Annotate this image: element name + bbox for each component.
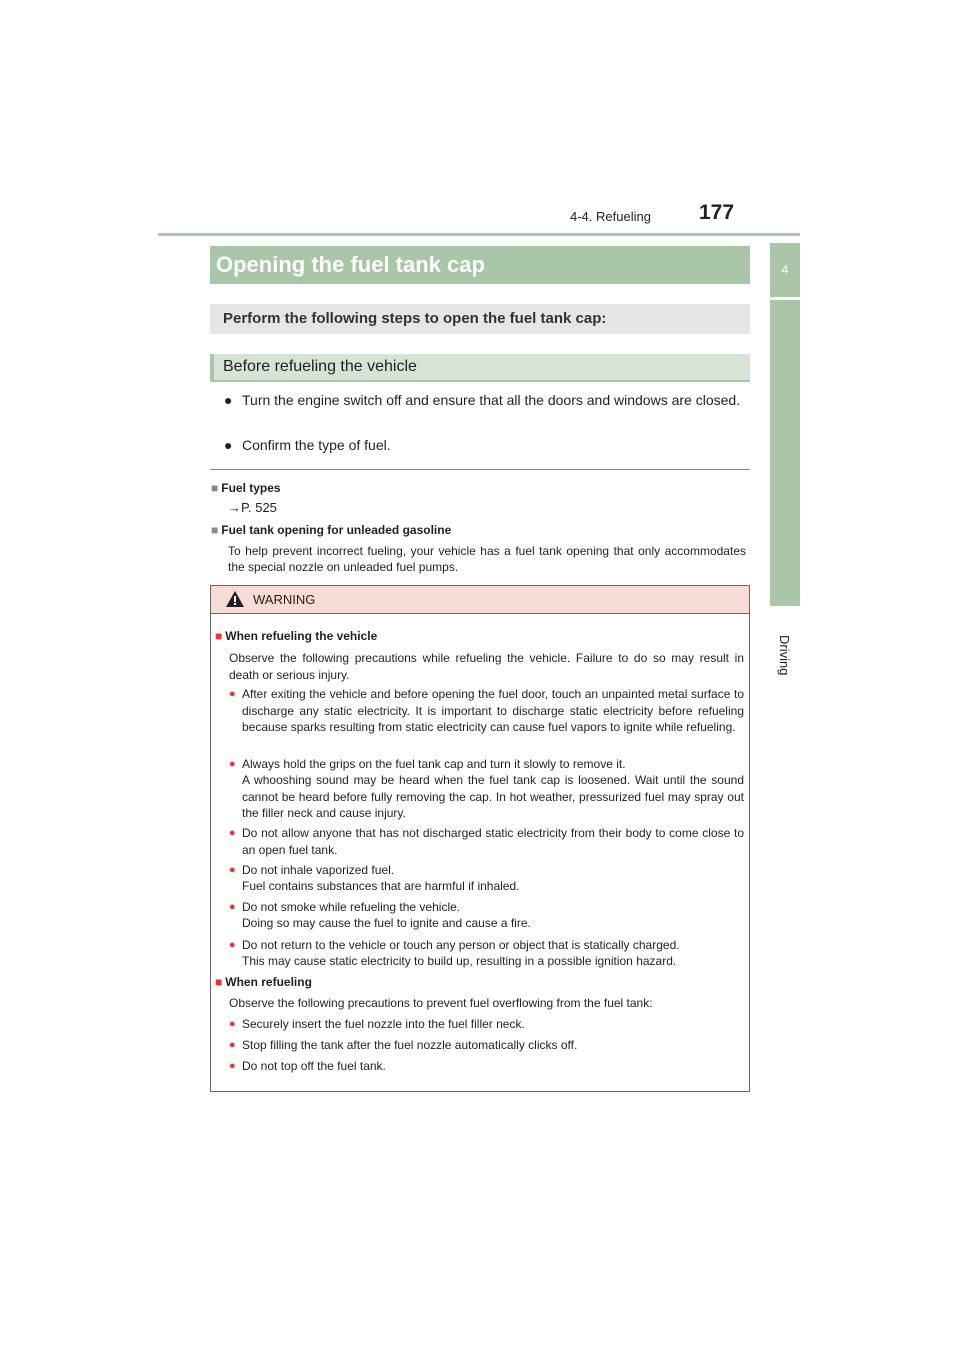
section-title: 4-4. Refueling bbox=[570, 209, 651, 224]
page-number: 177 bbox=[699, 201, 735, 224]
warning-title: WARNING bbox=[253, 592, 316, 607]
warning-item: ● Securely insert the fuel nozzle into the fuel filler neck. bbox=[229, 1017, 525, 1031]
warning-item: ● Do not return to the vehicle or touch any person or object that is statically charged. bbox=[229, 938, 680, 952]
intro-text: Perform the following steps to open the fuel tank cap: bbox=[223, 310, 607, 327]
chapter-number-tab: 4 bbox=[770, 243, 800, 297]
warning-item-continuation: Fuel contains substances that are harmful if inhaled. bbox=[242, 879, 520, 893]
bullet-icon: ● bbox=[229, 688, 236, 700]
note-heading: ■ Fuel types bbox=[211, 481, 281, 495]
divider bbox=[210, 469, 750, 470]
warning-item-continuation: A whooshing sound may be heard when the fuel tank cap is loosened. Wait until the sound cannot be heard before fully removing the cap. In hot weather, pressurized fuel may spray out the filler neck and cause injury. bbox=[242, 773, 744, 820]
subsection-rule bbox=[210, 380, 750, 382]
warning-item: ● Do not allow anyone that has not discharged static electricity from their body to come close to an open fuel tank. bbox=[229, 826, 744, 857]
page-title: Opening the fuel tank cap bbox=[216, 252, 485, 277]
bullet-text: Confirm the type of fuel. bbox=[242, 437, 391, 453]
warning-item: ● Stop filling the tank after the fuel nozzle automatically clicks off. bbox=[229, 1038, 578, 1052]
warning-section-title: ■ When refueling the vehicle bbox=[215, 629, 378, 643]
note-body: →P. 525 bbox=[228, 500, 277, 515]
bullet-icon: ● bbox=[229, 864, 236, 876]
warning-item: ● Do not smoke while refueling the vehicle. bbox=[229, 900, 461, 914]
warning-item: ● Do not inhale vaporized fuel. bbox=[229, 863, 395, 877]
bullet-icon: ● bbox=[224, 437, 233, 453]
warning-triangle-icon bbox=[226, 591, 244, 607]
header-rule bbox=[158, 233, 800, 236]
note-body: To help prevent incorrect fueling, your vehicle has a fuel tank opening that only accommodates the special nozzle on unleaded fuel pumps. bbox=[228, 544, 746, 574]
subsection-title: Before refueling the vehicle bbox=[223, 358, 417, 375]
warning-item-continuation: Doing so may cause the fuel to ignite and cause a fire. bbox=[242, 916, 531, 930]
bullet-icon: ● bbox=[229, 939, 236, 951]
warning-item: ● Do not top off the fuel tank. bbox=[229, 1059, 386, 1073]
note-heading: ■ Fuel tank opening for unleaded gasoline bbox=[211, 523, 452, 537]
square-bullet-icon: ■ bbox=[211, 481, 219, 495]
bullet-icon: ● bbox=[229, 1018, 236, 1030]
bullet-icon: ● bbox=[224, 392, 233, 408]
bullet-icon: ● bbox=[229, 758, 236, 770]
warning-intro: Observe the following precautions while refueling the vehicle. Failure to do so may result in death or serious injury. bbox=[229, 651, 744, 682]
square-bullet-icon: ■ bbox=[211, 523, 219, 537]
chapter-tab bbox=[770, 300, 800, 606]
square-bullet-icon: ■ bbox=[215, 975, 223, 989]
warning-item: ● After exiting the vehicle and before opening the fuel door, touch an unpainted metal surface to discharge any static electricity. It is important to discharge static electricity before refueling because sparks resulting from static electricity can cause fuel vapors to ignite while refueling. bbox=[229, 687, 744, 734]
warning-item: ● Always hold the grips on the fuel tank cap and turn it slowly to remove it. bbox=[229, 757, 626, 771]
warning-item-continuation: This may cause static electricity to build up, resulting in a possible ignition hazard. bbox=[242, 954, 677, 968]
square-bullet-icon: ■ bbox=[215, 629, 223, 643]
warning-intro: Observe the following precautions to prevent fuel overflowing from the fuel tank: bbox=[229, 996, 653, 1010]
bullet-icon: ● bbox=[229, 1060, 236, 1072]
bullet-icon: ● bbox=[229, 1039, 236, 1051]
warning-section-title: ■ When refueling bbox=[215, 975, 312, 989]
bullet-icon: ● bbox=[229, 827, 236, 839]
chapter-label: Driving bbox=[777, 635, 792, 676]
bullet-text: Turn the engine switch off and ensure that all the doors and windows are closed. bbox=[242, 392, 741, 408]
bullet-icon: ● bbox=[229, 901, 236, 913]
